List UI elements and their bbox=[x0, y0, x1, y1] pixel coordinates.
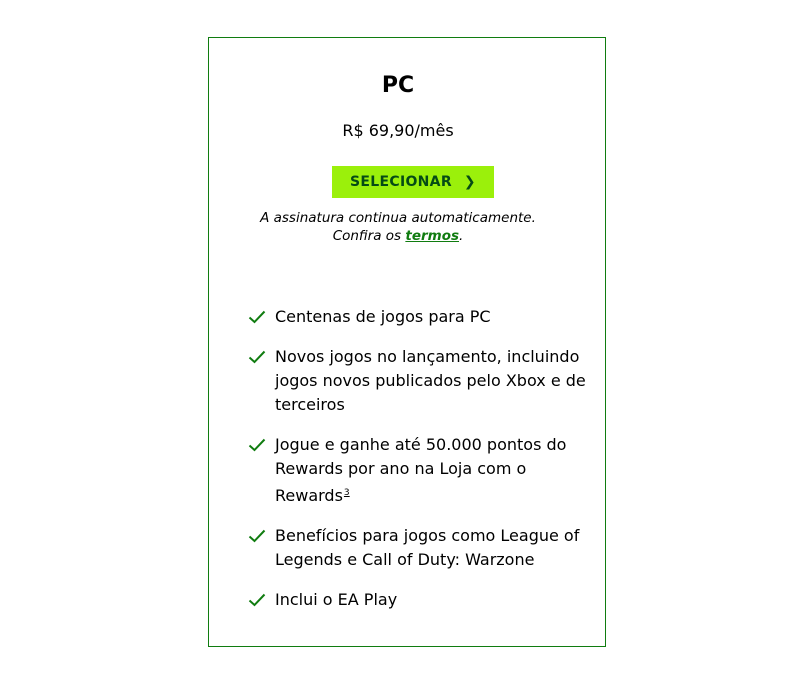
terms-notice bbox=[0, 209, 796, 245]
benefit-text: Inclui o EA Play bbox=[275, 590, 398, 609]
chevron-right-icon: ❯ bbox=[463, 174, 476, 190]
checkmark-icon bbox=[248, 529, 266, 543]
terms-line-2 bbox=[0, 227, 796, 245]
footnote-link[interactable]: 3 bbox=[343, 488, 350, 498]
checkmark-icon bbox=[248, 593, 266, 607]
benefits-list bbox=[248, 305, 598, 628]
checkmark-icon bbox=[248, 438, 266, 452]
benefit-item bbox=[248, 345, 598, 417]
benefit-item bbox=[248, 588, 598, 612]
terms-prefix: Confira os bbox=[332, 228, 402, 244]
plan-title: PC bbox=[381, 73, 415, 98]
terms-link[interactable]: termos bbox=[405, 228, 460, 244]
benefit-text: Novos jogos no lançamento, incluindo jogos novos publicados pelo Xbox e de terceiros bbox=[275, 347, 586, 414]
plan-price: R$ 69,90/mês bbox=[342, 121, 454, 140]
benefit-text: Centenas de jogos para PC bbox=[275, 307, 491, 326]
select-button[interactable] bbox=[332, 166, 494, 198]
benefit-text: Jogue e ganhe até 50.000 pontos do Rewards por ano na Loja com o Rewards bbox=[275, 435, 567, 505]
select-button-label: SELECIONAR bbox=[350, 174, 452, 190]
checkmark-icon bbox=[248, 350, 266, 364]
terms-line-1: A assinatura continua automaticamente. bbox=[260, 210, 536, 226]
benefit-item bbox=[248, 524, 598, 572]
checkmark-icon bbox=[248, 310, 266, 324]
benefit-item bbox=[248, 433, 598, 508]
benefit-item bbox=[248, 305, 598, 329]
benefit-text: Benefícios para jogos como League of Legends e Call of Duty: Warzone bbox=[275, 526, 580, 569]
terms-suffix: . bbox=[459, 228, 464, 244]
